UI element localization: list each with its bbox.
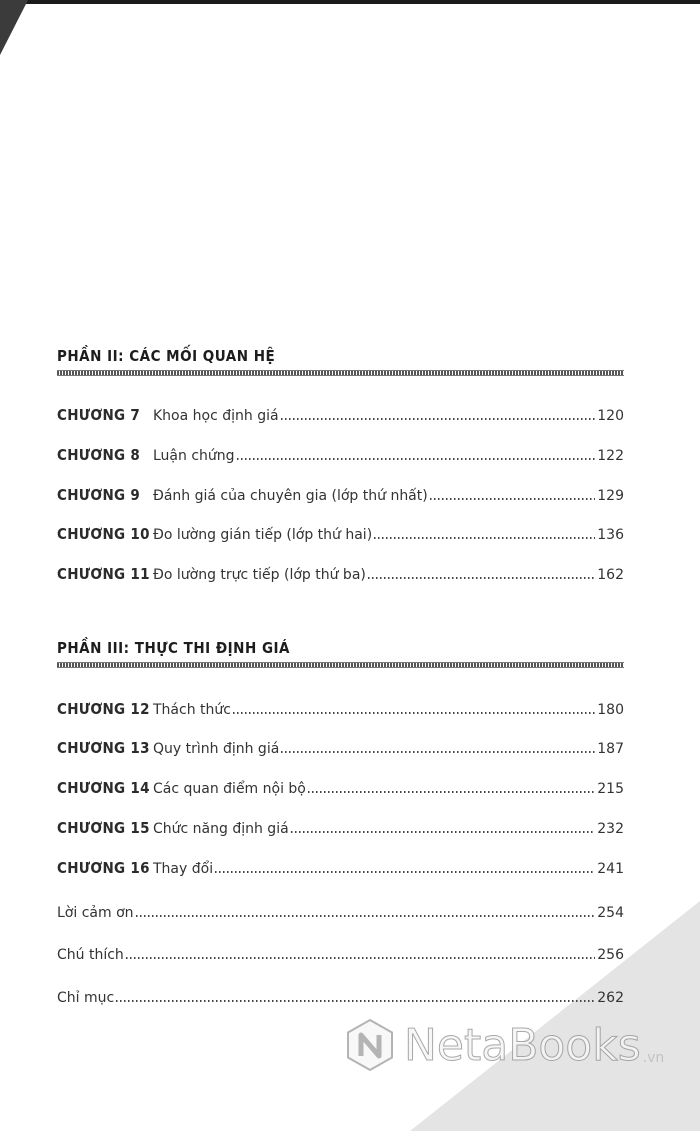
page-number: 162 [597,567,624,583]
chapter-number: CHƯƠNG 12 [57,700,150,718]
toc-row-index [57,984,624,1006]
toc-row-ch10 [57,521,624,543]
toc-row-ch12 [57,696,624,718]
netabooks-logo-icon [342,1017,398,1073]
part3-rule [57,662,624,668]
toc-row-ch7 [57,402,624,424]
dot-leader [430,498,596,500]
chapter-title: Luận chứng [153,448,235,464]
page-number: 256 [597,947,624,963]
page-number: 262 [597,990,624,1006]
page-number: 187 [597,741,624,757]
chapter-title: Quy trình định giá [153,741,280,757]
chapter-number: CHƯƠNG 8 [57,446,141,464]
dot-leader [368,577,595,579]
page-number: 120 [597,408,624,424]
page-top-edge [0,0,700,4]
part2-header [57,346,624,376]
chapter-number: CHƯƠNG 14 [57,779,150,797]
page-number: 215 [597,781,624,797]
dot-leader [126,957,595,959]
dot-leader [281,751,595,753]
page-number: 122 [597,448,624,464]
page-number: 254 [597,905,624,921]
dot-leader [233,712,595,714]
backmatter-title: Lời cảm ơn [57,905,134,921]
part2-title: PHẦN II: CÁC MỐI QUAN HỆ [57,347,276,365]
chapter-number: CHƯƠNG 7 [57,406,141,424]
page-number: 232 [597,821,624,837]
chapter-title: Khoa học định giá [153,408,279,424]
page-corner-shadow [0,0,28,55]
part3-header [57,638,624,668]
watermark-brand: NetaBooks [404,1019,641,1071]
toc-row-acknowledgements [57,899,624,921]
part2-rule [57,370,624,376]
backmatter-title: Chú thích [57,947,124,963]
dot-leader [291,831,596,833]
chapter-title: Thay đổi [153,861,214,877]
chapter-number: CHƯƠNG 9 [57,486,141,504]
toc-row-ch9 [57,482,624,504]
chapter-title: Chức năng định giá [153,821,289,837]
toc-row-ch16 [57,855,624,877]
toc-row-ch11 [57,561,624,583]
chapter-title: Đo lường gián tiếp (lớp thứ hai) [153,527,373,543]
page-number: 180 [597,702,624,718]
backmatter-title: Chỉ mục [57,990,115,1006]
toc-row-ch8 [57,442,624,464]
dot-leader [237,458,596,460]
chapter-title: Đo lường trực tiếp (lớp thứ ba) [153,567,366,583]
dot-leader [308,791,595,793]
chapter-number: CHƯƠNG 11 [57,565,150,583]
toc-row-notes [57,941,624,963]
dot-leader [116,1000,595,1002]
chapter-title: Đánh giá của chuyên gia (lớp thứ nhất) [153,488,428,504]
part3-title: PHẦN III: THỰC THI ĐỊNH GIÁ [57,639,290,657]
netabooks-watermark [342,1012,664,1078]
dot-leader [215,871,595,873]
chapter-number: CHƯƠNG 13 [57,739,150,757]
dot-leader [374,537,595,539]
page-number: 129 [597,488,624,504]
dot-leader [136,915,596,917]
dot-leader [281,418,596,420]
chapter-number: CHƯƠNG 15 [57,819,150,837]
chapter-title: Thách thức [153,702,231,718]
page-number: 136 [597,527,624,543]
chapter-title: Các quan điểm nội bộ [153,781,306,797]
toc-row-ch14 [57,775,624,797]
page-number: 241 [597,861,624,877]
toc-row-ch15 [57,815,624,837]
watermark-suffix: .vn [642,1050,665,1066]
toc-row-ch13 [57,735,624,757]
chapter-number: CHƯƠNG 10 [57,525,150,543]
chapter-number: CHƯƠNG 16 [57,859,150,877]
